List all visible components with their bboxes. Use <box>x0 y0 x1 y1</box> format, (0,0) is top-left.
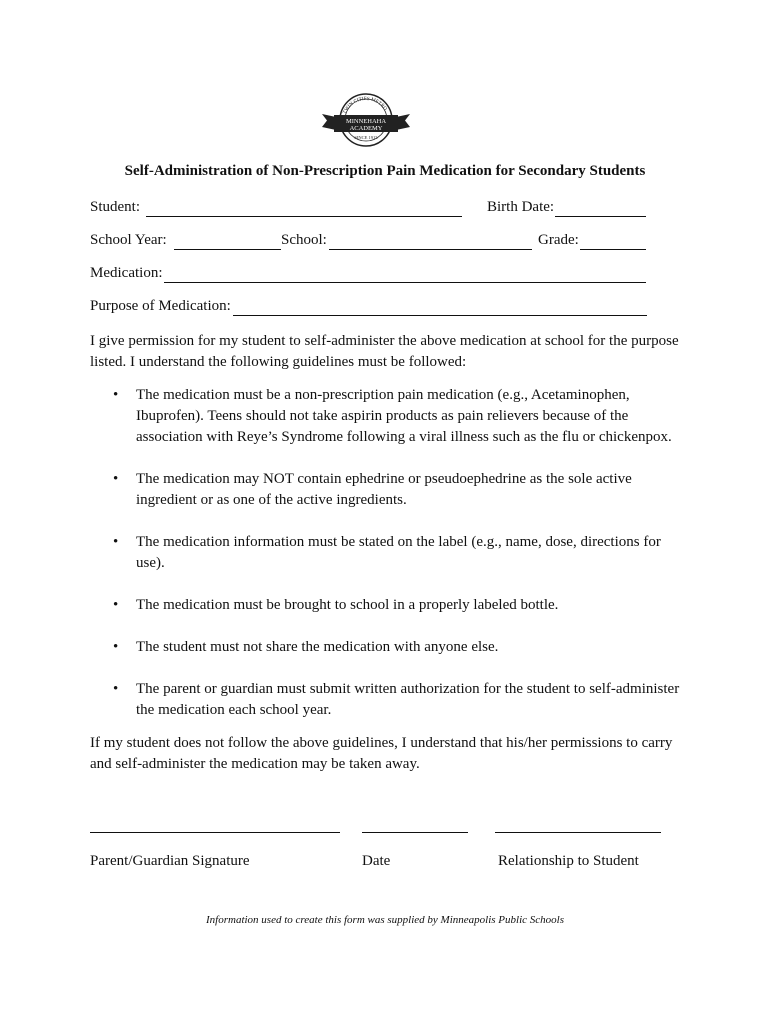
bullet-icon: • <box>113 681 119 697</box>
grade-field[interactable] <box>580 249 646 250</box>
student-label: Student: <box>90 199 141 215</box>
bullet-icon: • <box>113 534 119 550</box>
guideline-text: The student must not share the medication with anyone else. <box>136 639 499 655</box>
closing-paragraph: If my student does not follow the above guidelines, I understand that his/her permissions to carry and self-administer the medication may be taken away. <box>90 735 673 772</box>
guideline-text: The medication information must be stated on the label (e.g., name, dose, directions for use). <box>136 534 661 571</box>
grade-label: Grade: <box>538 232 579 248</box>
guideline-text: The medication must be a non-prescription pain medication (e.g., Acetaminophen, Ibuprofen). Teens should not take aspirin products as pain relievers because of the association with Reye’s Syndrome following a viral illness such as the flu or chickenpox. <box>136 387 672 445</box>
bullet-icon: • <box>113 597 119 613</box>
date-label: Date <box>362 853 391 869</box>
form-title: Self-Administration of Non-Prescription Pain Medication for Secondary Students <box>124 163 646 179</box>
svg-text:ACADEMY: ACADEMY <box>349 125 383 132</box>
bullet-icon: • <box>113 639 119 655</box>
date-field[interactable] <box>362 832 468 833</box>
student-field[interactable] <box>146 216 462 217</box>
student-row <box>90 199 650 221</box>
guideline-text: The medication must be brought to school in a properly labeled bottle. <box>136 597 559 613</box>
medication-row <box>90 265 650 287</box>
intro-paragraph: I give permission for my student to self-administer the above medication at school for the purpose listed. I understand the following guidelines must be followed: <box>90 333 679 370</box>
svg-text:SINCE 1913: SINCE 1913 <box>354 135 378 140</box>
parent-signature-label: Parent/Guardian Signature <box>90 853 250 869</box>
relationship-label: Relationship to Student <box>498 853 639 869</box>
svg-text:TWIN CITIES METRO: TWIN CITIES METRO <box>342 96 388 115</box>
relationship-field[interactable] <box>495 832 661 833</box>
purpose-label: Purpose of Medication: <box>90 298 231 314</box>
school-label: School: <box>281 232 327 248</box>
school-row <box>90 232 650 254</box>
school-year-field[interactable] <box>174 249 281 250</box>
bullet-icon: • <box>113 471 119 487</box>
svg-text:MINNEHAHA: MINNEHAHA <box>345 118 387 125</box>
purpose-field[interactable] <box>233 315 647 316</box>
guideline-text: The medication may NOT contain ephedrine or pseudoephedrine as the sole active ingredient or as one of the active ingredients. <box>136 471 632 508</box>
school-year-label: School Year: <box>90 232 167 248</box>
footer-note: Information used to create this form was supplied by Minneapolis Public Schools <box>206 914 564 926</box>
birth-date-label: Birth Date: <box>487 199 555 215</box>
school-field[interactable] <box>329 249 532 250</box>
school-seal-logo <box>318 92 414 148</box>
birth-date-field[interactable] <box>555 216 646 217</box>
medication-field[interactable] <box>164 282 646 283</box>
purpose-row <box>90 298 650 320</box>
parent-signature-field[interactable] <box>90 832 340 833</box>
guideline-text: The parent or guardian must submit written authorization for the student to self-administer the medication each school year. <box>136 681 680 718</box>
bullet-icon: • <box>113 387 119 403</box>
medication-label: Medication: <box>90 265 163 281</box>
